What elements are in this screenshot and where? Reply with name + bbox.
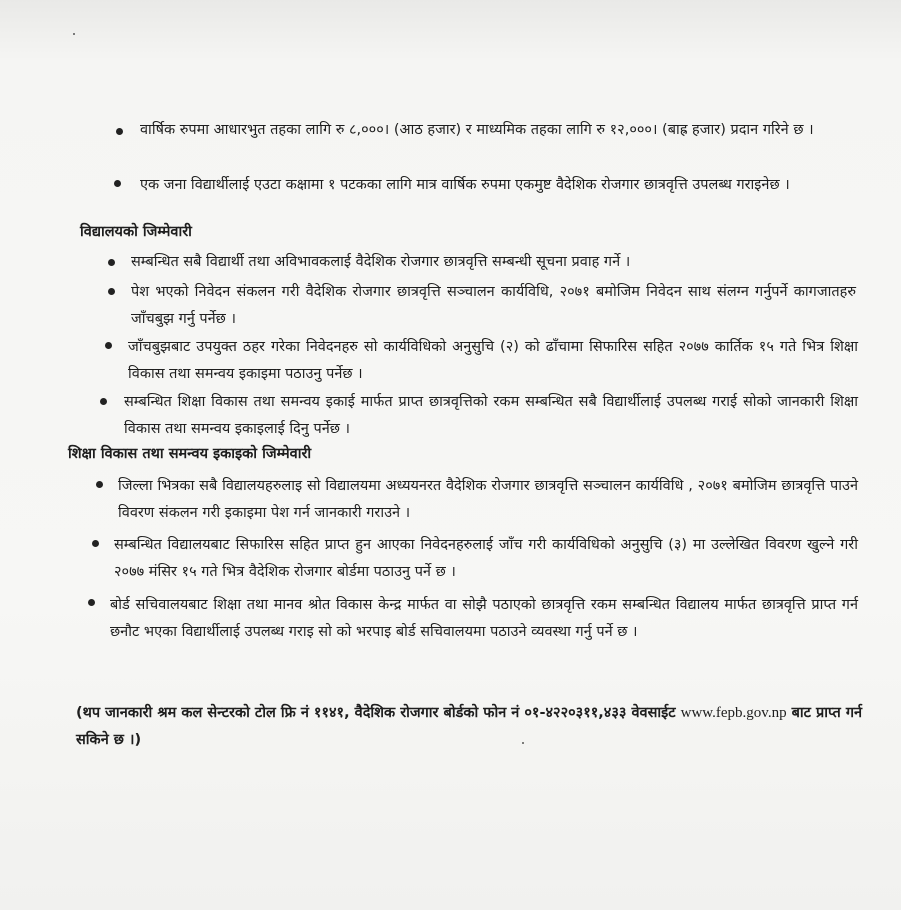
intro-bullet-2: एक जना विद्यार्थीलाई एउटा कक्षामा १ पटकका लागि मात्र वार्षिक रुपमा एकमुष्ट वैदेशिक रोजगार छात्रवृत्ति उपलब्ध गराइनेछ । [140, 177, 790, 193]
school-bullet-3: जाँचबुझबाट उपयुक्त ठहर गरेका निवेदनहरु सो कार्यविधिको अनुसुचि (२) को ढाँचामा सिफारिस सहित २०७७ कार्तिक १५ गते भित्र शिक्षा विकास तथा समन्वय इकाइमा पठाउनु पर्नेछ । [128, 339, 858, 382]
unit-bullet-2: सम्बन्धित विद्यालयबाट सिफारिस सहित प्राप्त हुन आएका निवेदनहरुलाई जाँच गरी कार्यविधिको अनुसुचि (३) मा उल्लेखित विवरण खुल्ने गरी २०७७ मंसिर १५ गते भित्र वैदेशिक रोजगार बोर्डमा पठाउनु पर्ने छ । [114, 537, 858, 580]
footer-text-end: बाट प्राप्त गर्न सकिने छ ।) [76, 705, 863, 748]
bullet-icon [108, 259, 115, 266]
contact-footer [76, 700, 866, 754]
bullet-icon [88, 599, 95, 606]
scan-speck [522, 742, 524, 744]
scan-speck [73, 33, 75, 35]
school-bullet-1: सम्बन्धित सबै विद्यार्थी तथा अविभावकलाई वैदेशिक रोजगार छात्रवृत्ति सम्बन्धी सूचना प्रवाह गर्ने । [131, 254, 631, 270]
bullet-icon [108, 288, 115, 295]
bullet-icon [100, 398, 107, 405]
bullet-icon [114, 180, 121, 187]
bullet-icon [105, 342, 112, 349]
section-heading-unit: शिक्षा विकास तथा समन्वय इकाइको जिम्मेवारी [68, 446, 312, 462]
bullet-icon [96, 481, 103, 488]
website-link[interactable]: www.fepb.gov.np [680, 705, 787, 721]
bullet-icon [116, 128, 123, 135]
unit-bullet-3: बोर्ड सचिवालयबाट शिक्षा तथा मानव श्रोत विकास केन्द्र मार्फत वा सोझै पठाएको छात्रवृत्ति रकम सम्बन्धित विद्यालय मार्फत छात्रवृत्ति प्राप्त गर्न छनौट भएका विद्यार्थीलाई उपलब्ध गराइ सो को भरपाइ बोर्ड सचिवालयमा पठाउने व्यवस्था गर्नु पर्ने छ । [110, 597, 858, 640]
footer-text: (थप जानकारी श्रम कल सेन्टरको टोल फ्रि नं ११४१, वैदेशिक रोजगार बोर्डको फोन नं ०१-४२२०३११,४३३ वेवसाईट [76, 705, 676, 721]
section-heading-school: विद्यालयको जिम्मेवारी [80, 224, 192, 240]
intro-bullet-1: वार्षिक रुपमा आधारभुत तहका लागि रु ८,०००। (आठ हजार) र माध्यमिक तहका लागि रु १२,०००। (बाह्र हजार) प्रदान गरिने छ । [140, 122, 814, 138]
unit-bullet-1: जिल्ला भित्रका सबै विद्यालयहरुलाइ सो विद्यालयमा अध्ययनरत वैदेशिक रोजगार छात्रवृत्ति सञ्चालन कार्यविधि , २०७१ बमोजिम छात्रवृत्ति पाउने विवरण संकलन गरी इकाइमा पेश गर्न जानकारी गराउने । [118, 478, 858, 521]
bullet-icon [92, 540, 99, 547]
school-bullet-4: सम्बन्धित शिक्षा विकास तथा समन्वय इकाई मार्फत प्राप्त छात्रवृत्तिको रकम सम्बन्धित सबै विद्यार्थीलाई उपलब्ध गराई सोको जानकारी शिक्षा विकास तथा समन्वय इकाइलाई दिनु पर्नेछ । [124, 394, 858, 437]
school-bullet-2: पेश भएको निवेदन संकलन गरी वैदेशिक रोजगार छात्रवृत्ति सञ्चालन कार्यविधि, २०७१ बमोजिम निवेदन साथ संलग्न गर्नुपर्ने कागजातहरु जाँचबुझ गर्नु पर्नेछ । [131, 284, 856, 327]
